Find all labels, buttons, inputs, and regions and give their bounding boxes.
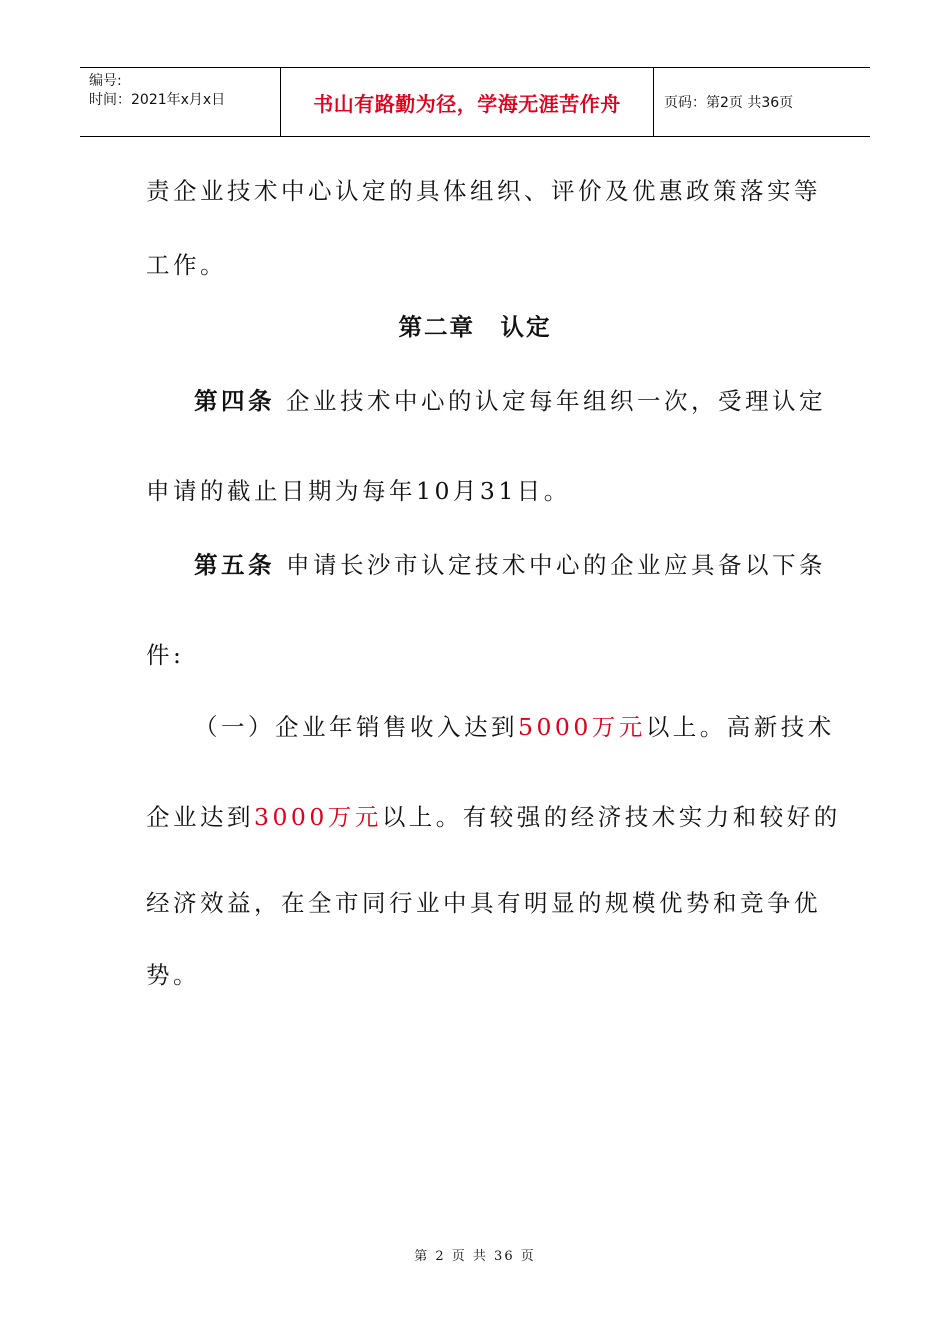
- item-1-line: [146, 798, 841, 832]
- article-4-line: [194, 382, 854, 416]
- article-5-label: 第五条: [194, 551, 275, 579]
- article-4-label: 第四条: [194, 387, 275, 415]
- header-meta: [80, 68, 281, 136]
- item-1-text: 以上。有较强的经济技术实力和较好的: [381, 803, 841, 831]
- article-4-text: 企业技术中心的认定每年组织一次，受理认定: [285, 387, 826, 415]
- time-label: 时间：2021年x月x日: [89, 92, 226, 108]
- paragraph-line: 责企业技术中心认定的具体组织、评价及优惠政策落实等: [146, 177, 821, 205]
- paragraph-line: 势。: [146, 961, 200, 989]
- paragraph-line: 工作。: [146, 251, 227, 279]
- amount-highlight: 3000万元: [254, 803, 382, 831]
- item-1-text: 以上。高新技术: [645, 713, 835, 741]
- item-1-line: [194, 708, 854, 742]
- item-1-text: 企业达到: [146, 803, 254, 831]
- paragraph-line: 件:: [146, 641, 185, 669]
- page-header: [80, 67, 870, 137]
- article-5-line: [194, 546, 854, 580]
- article-5-text: 申请长沙市认定技术中心的企业应具备以下条: [285, 551, 826, 579]
- page-footer: 第 2 页 共 36 页: [414, 1249, 536, 1264]
- paragraph-line: 经济效益，在全市同行业中具有明显的规模优势和竞争优: [146, 889, 821, 917]
- paragraph-line: 申请的截止日期为每年10月31日。: [146, 477, 571, 505]
- item-1-text: （一）企业年销售收入达到: [194, 713, 518, 741]
- header-page-info: 页码：第2页 共36页: [664, 95, 794, 111]
- header-motto: 书山有路勤为径，学海无涯苦作舟: [281, 68, 654, 136]
- chapter-title: 第二章 认定: [398, 313, 552, 341]
- amount-highlight: 5000万元: [518, 713, 646, 741]
- number-label: 编号:: [89, 73, 122, 89]
